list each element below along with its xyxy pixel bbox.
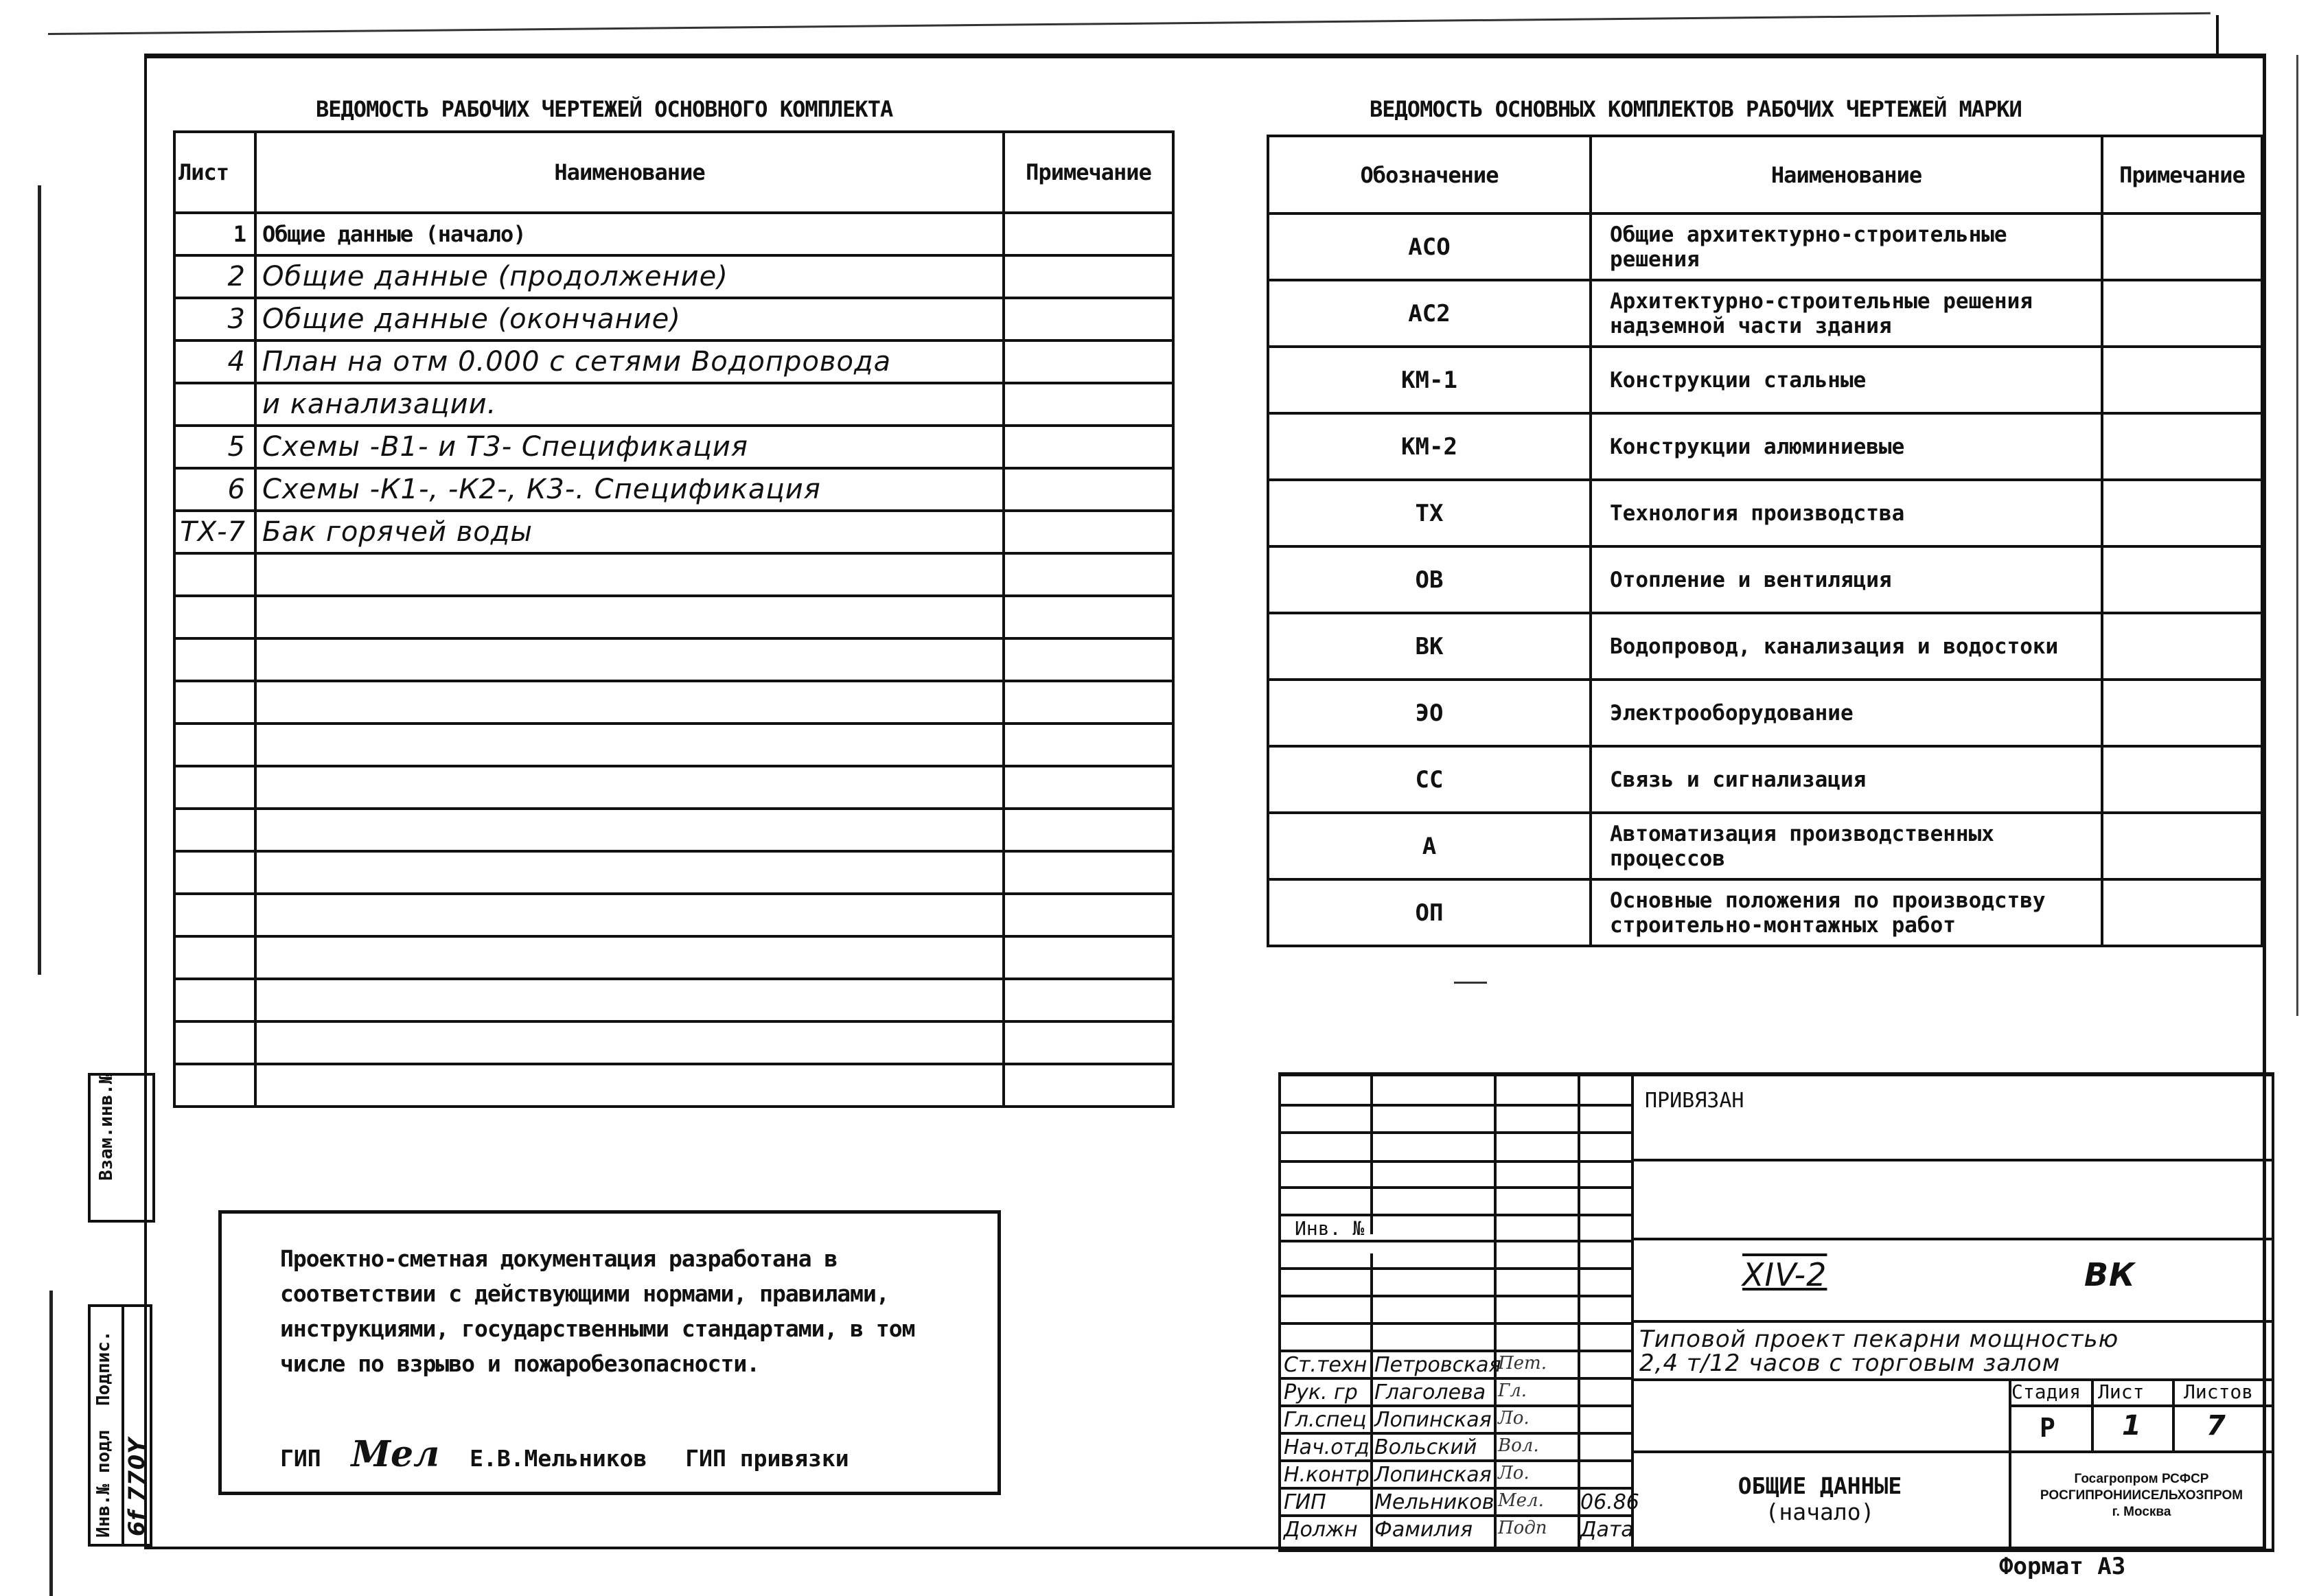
set-name: Водопровод, канализация и водостоки [1591,613,2102,680]
empty-cell [255,724,1004,766]
drawing-row [174,298,1173,340]
stage-value: Р [2040,1413,2055,1443]
staff-signature: Вол. [1498,1435,1539,1456]
tb-hline [1631,1320,2272,1323]
set-name: Отопление и вентиляция [1591,546,2102,613]
empty-row [174,724,1173,766]
staff-signature: Ло. [1498,1408,1530,1429]
drawing-row [174,383,1173,426]
staff-name: Петровская [1374,1353,1501,1377]
empty-row [174,809,1173,851]
tb-hline [1281,1104,1631,1107]
set-row [1268,480,2262,546]
tb-hline [1281,1514,1631,1517]
set-note [2102,813,2262,879]
row-name: Общие данные (окончание) [255,298,1004,340]
empty-row [174,851,1173,894]
empty-cell [255,979,1004,1021]
inv-label: Инв. № [1295,1217,1365,1240]
empty-cell [255,809,1004,851]
set-code: ОП [1268,879,1591,946]
set-row [1268,613,2262,680]
col-header-name: Наименование [255,132,1004,213]
drawing-row [174,468,1173,511]
inv-podl-label: Инв.№ подл [93,1430,114,1538]
empty-cell [174,681,255,724]
empty-cell [255,553,1004,596]
tb-hline [1281,1131,1631,1134]
row-sheet-number: 3 [174,298,255,340]
empty-cell [174,766,255,809]
tb-vline [2172,1378,2175,1450]
empty-row [174,766,1173,809]
col-header-note: Примечание [2102,136,2262,213]
empty-row [174,681,1173,724]
set-row [1268,680,2262,746]
empty-cell [1004,1064,1173,1107]
staff-role: Должн [1284,1518,1358,1542]
tb-hline [1281,1404,1631,1407]
set-code: А [1268,813,1591,879]
empty-cell [174,553,255,596]
tb-hline [1281,1459,1631,1462]
empty-row [174,979,1173,1021]
empty-cell [255,638,1004,681]
staff-signature: Пет. [1498,1353,1547,1374]
stage-label: Стадия [2011,1380,2081,1403]
set-name: Архитектурно-строительные решения надземной части здания [1591,280,2102,347]
tb-hline [1281,1432,1631,1435]
tb-hline [1281,1350,1631,1352]
empty-cell [1004,681,1173,724]
set-row [1268,280,2262,347]
drawings-list-body [174,213,1173,1107]
set-note [2102,413,2262,480]
empty-cell [174,979,255,1021]
compliance-note-text: Проектно-сметная документация разработана в соответствии с действующими нормами, правилами, инструкциями, государственными стандартами, в том числе по взрыво и пожаробезопасности. [280,1245,915,1377]
set-row [1268,347,2262,413]
row-name: Схемы -В1- и Т3- Спецификация [255,426,1004,468]
empty-cell [1004,936,1173,979]
set-code: КМ-2 [1268,413,1591,480]
row-sheet-number: 2 [174,255,255,298]
empty-cell [174,936,255,979]
empty-row [174,596,1173,638]
staff-signature: Ло. [1498,1463,1530,1483]
empty-cell [255,936,1004,979]
set-note [2102,680,2262,746]
staff-name: Лопинская [1374,1463,1492,1487]
row-sheet-number: 5 [174,426,255,468]
row-sheet-number [174,383,255,426]
tb-hline [1281,1295,1631,1297]
empty-cell [174,1064,255,1107]
empty-cell [1004,851,1173,894]
set-name: Электрооборудование [1591,680,2102,746]
tb-hline [1281,1214,1631,1216]
staff-date: 06.86 [1580,1490,1639,1514]
set-row [1268,546,2262,613]
col-header-note: Примечание [1004,132,1173,213]
empty-cell [255,1021,1004,1064]
staff-role: Н.контр [1284,1463,1370,1487]
project-title-line2: 2,4 т/12 часов с торговым залом [1639,1350,2061,1377]
set-code: АС2 [1268,280,1591,347]
zam-inv-label: Взам.инв.№ [96,1073,117,1181]
empty-cell [174,809,255,851]
staff-signature: Мел. [1498,1490,1544,1511]
sheets-value: 7 [2206,1410,2226,1442]
drawing-row [174,511,1173,553]
staff-name: Лопинская [1374,1408,1492,1432]
empty-cell [255,894,1004,936]
staff-name: Фамилия [1374,1518,1473,1542]
drawing-row [174,213,1173,255]
set-code: ОВ [1268,546,1591,613]
right-table-title: ВЕДОМОСТЬ ОСНОВНЫХ КОМПЛЕКТОВ РАБОЧИХ ЧЕРТЕЖЕЙ МАРКИ [1370,96,2022,122]
row-note [1004,468,1173,511]
set-note [2102,879,2262,946]
tb-hline [1631,1450,2272,1453]
tb-hline [1631,1378,2272,1381]
empty-cell [1004,553,1173,596]
empty-cell [174,596,255,638]
empty-cell [174,724,255,766]
set-code: СС [1268,746,1591,813]
row-name: и канализации. [255,383,1004,426]
row-note [1004,255,1173,298]
empty-row [174,1021,1173,1064]
empty-cell [174,638,255,681]
row-sheet-number: 4 [174,340,255,383]
row-note [1004,426,1173,468]
empty-row [174,638,1173,681]
row-sheet-number: 6 [174,468,255,511]
empty-row [174,936,1173,979]
empty-cell [1004,894,1173,936]
set-note [2102,546,2262,613]
empty-cell [1004,809,1173,851]
drawing-row [174,255,1173,298]
org-line2: РОСГИПРОНИИСЕЛЬХОЗПРОМ [2040,1488,2243,1503]
org-line1: Госагропром РСФСР [2074,1472,2209,1486]
empty-cell [1004,638,1173,681]
inv-number: 6f 770Y [124,1437,150,1536]
empty-cell [1004,1021,1173,1064]
set-name: Технология производства [1591,480,2102,546]
project-title-line1: Типовой проект пекарни мощностью [1639,1326,2119,1353]
tb-hline [1631,1159,2272,1161]
title-block [1278,1072,2274,1552]
tb-hline [1281,1186,1631,1189]
set-note [2102,480,2262,546]
empty-row [174,553,1173,596]
tb-hline [1281,1377,1631,1380]
set-name: Автоматизация производственных процессов [1591,813,2102,879]
staff-name: Мельников [1374,1490,1495,1514]
row-sheet-number: ТХ-7 [174,511,255,553]
compliance-note-box [218,1210,1001,1495]
podpis-label: Подпис. [93,1330,114,1406]
empty-cell [255,596,1004,638]
drawing-row [174,426,1173,468]
staff-name: Глаголева [1374,1380,1486,1404]
set-note [2102,347,2262,413]
tb-hline [1281,1487,1631,1490]
tb-vline [1370,1076,1373,1234]
staff-role: ГИП [1284,1490,1326,1514]
tb-hline [2009,1404,2272,1407]
gip-binding-label: ГИП привязки [685,1445,849,1472]
tb-hline [1281,1160,1631,1163]
tb-hline [1631,1238,2272,1240]
staff-role: Рук. гр [1284,1380,1358,1404]
empty-cell [174,1021,255,1064]
empty-row [174,894,1173,936]
set-note [2102,280,2262,347]
staff-signature: Гл. [1498,1380,1527,1401]
set-note [2102,746,2262,813]
binding-margin-line-lower [49,1291,53,1596]
row-name: План на отм 0.000 с сетями Водопровода [255,340,1004,383]
binding-margin-line [38,185,41,975]
set-code: ВК [1268,613,1591,680]
col-header-code: Обозначение [1268,136,1591,213]
sheet-label: Лист [2098,1380,2145,1403]
gip-label: ГИП [280,1445,321,1472]
paper-format: Формат А3 [1999,1553,2126,1580]
tb-vline [1578,1076,1580,1549]
empty-cell [174,851,255,894]
left-table-title: ВЕДОМОСТЬ РАБОЧИХ ЧЕРТЕЖЕЙ ОСНОВНОГО КОМПЛЕКТА [316,96,893,122]
empty-cell [1004,724,1173,766]
drawing-mark: ВК [2084,1256,2136,1293]
sheet-right-tick [2216,15,2219,56]
empty-cell [1004,979,1173,1021]
row-name: Бак горячей воды [255,511,1004,553]
set-row [1268,413,2262,480]
staff-role: Гл.спец [1284,1408,1367,1432]
set-row [1268,213,2262,280]
tb-vline [1370,1253,1373,1549]
sheet-outer-edge [2296,55,2298,1016]
tb-vline [2091,1378,2094,1450]
col-header-sheet: Лист [174,132,255,213]
set-note [2102,613,2262,680]
sheet-title-line1: ОБЩИЕ ДАННЫЕ [1738,1472,1902,1499]
dash-mark [1454,982,1487,984]
staff-signature: Подп [1498,1518,1547,1538]
row-note [1004,298,1173,340]
staff-name: Вольский [1374,1435,1477,1459]
staff-date: Дата [1580,1518,1634,1542]
row-name: Общие данные (продолжение) [255,255,1004,298]
tb-hline [1281,1322,1631,1325]
empty-cell [255,851,1004,894]
empty-cell [255,766,1004,809]
empty-cell [255,681,1004,724]
staff-role: Нач.отд [1284,1435,1370,1459]
empty-cell [1004,766,1173,809]
sets-list-table [1267,135,2263,947]
gip-name: Е.В.Мельников [470,1445,647,1472]
staff-role: Ст.техн [1284,1353,1368,1377]
organization-stamp [2011,1471,2272,1520]
bound-label: ПРИВЯЗАН [1645,1089,1744,1113]
project-code: XIV-2 [1742,1256,1827,1293]
empty-row [174,1064,1173,1107]
sheets-label: Листов [2184,1380,2254,1403]
col-header-name: Наименование [1591,136,2102,213]
sheet-title-line2: (начало) [1765,1499,1875,1525]
row-note [1004,383,1173,426]
zam-inv-value-box [117,1073,155,1223]
drawing-row [174,340,1173,383]
set-code: АСО [1268,213,1591,280]
sets-list-body [1268,213,2262,946]
empty-cell [255,1064,1004,1107]
sheet-top-edge [48,12,2211,35]
row-sheet-number: 1 [174,213,255,255]
set-name: Основные положения по производству строительно-монтажных работ [1591,879,2102,946]
gip-signature: Мел [351,1433,440,1475]
drawings-list-table [173,130,1175,1108]
set-name: Конструкции стальные [1591,347,2102,413]
row-note [1004,340,1173,383]
row-name: Схемы -К1-, -К2-, К3-. Спецификация [255,468,1004,511]
sheet-value: 1 [2122,1410,2142,1442]
sheet-title [1631,1473,2009,1525]
set-name: Общие архитектурно-строительные решения [1591,213,2102,280]
set-row [1268,746,2262,813]
empty-cell [1004,596,1173,638]
set-name: Связь и сигнализация [1591,746,2102,813]
row-note [1004,511,1173,553]
org-line3: г. Москва [2112,1505,2171,1519]
set-code: ЭО [1268,680,1591,746]
set-code: КМ-1 [1268,347,1591,413]
row-name: Общие данные (начало) [255,213,1004,255]
set-code: ТХ [1268,480,1591,546]
tb-vline [1494,1076,1497,1549]
set-note [2102,213,2262,280]
set-row [1268,879,2262,946]
set-name: Конструкции алюминиевые [1591,413,2102,480]
gip-signature-line [280,1433,849,1475]
row-note [1004,213,1173,255]
tb-hline [1281,1240,1631,1242]
set-row [1268,813,2262,879]
tb-hline [1281,1267,1631,1270]
empty-cell [174,894,255,936]
